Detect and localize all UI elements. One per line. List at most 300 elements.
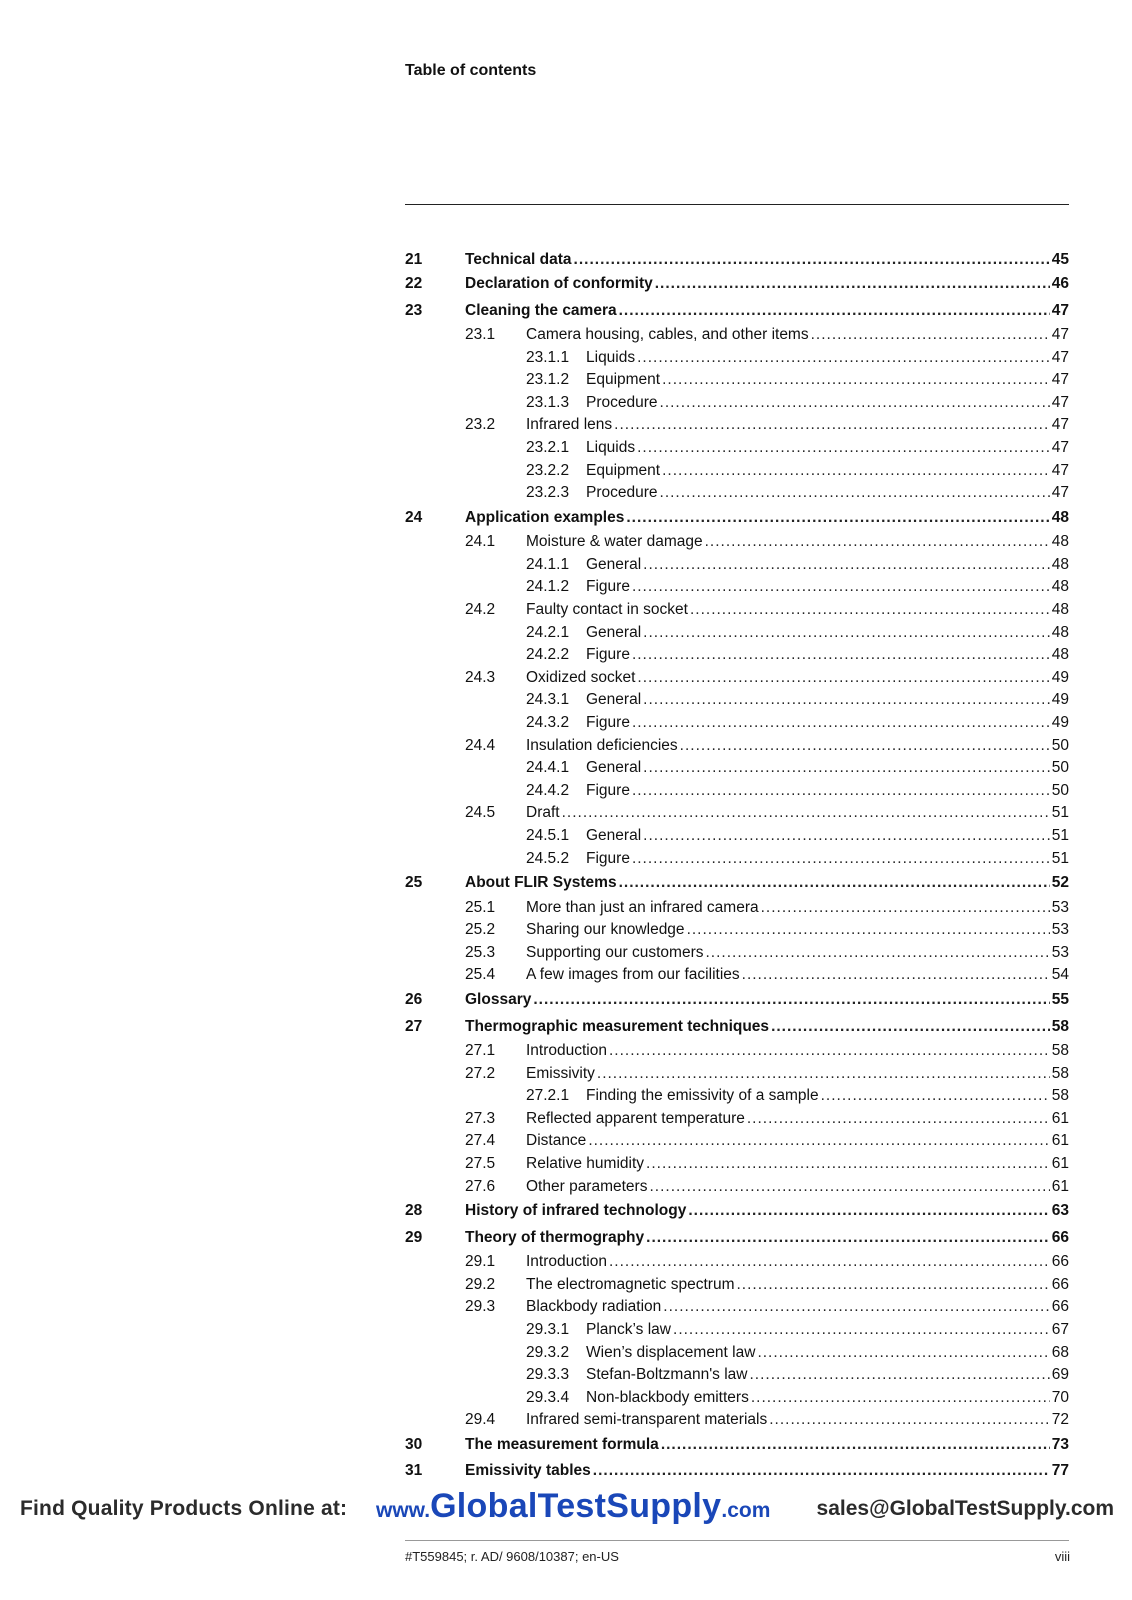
- toc-entry[interactable]: [405, 482, 1069, 505]
- advertising-banner: [0, 1487, 1132, 1533]
- toc-entry-title: Stefan-Boltzmann's law: [586, 1366, 748, 1384]
- toc-entry-page: 51: [1051, 826, 1069, 844]
- toc-entry-line: [526, 1130, 1069, 1153]
- toc-entry[interactable]: [405, 825, 1069, 848]
- footer-divider: [405, 1540, 1069, 1541]
- toc-leader-dots: [632, 576, 1050, 599]
- toc-entry-number: 23.1.2: [526, 371, 570, 389]
- toc-leader-dots: [769, 1409, 1050, 1432]
- toc-leader-dots: [663, 1296, 1049, 1319]
- toc-leader-dots: [632, 780, 1050, 803]
- toc-leader-dots: [660, 392, 1050, 415]
- toc-entry-page: 58: [1051, 1042, 1069, 1060]
- toc-entry-title: Oxidized socket: [526, 668, 636, 686]
- toc-entry-number: 27.2.1: [526, 1087, 570, 1105]
- toc-entry-page: 47: [1051, 416, 1069, 434]
- toc-entry-title: Figure: [586, 849, 630, 867]
- toc-entry-line: [586, 1085, 1069, 1108]
- toc-entry[interactable]: [405, 271, 1069, 298]
- toc-entry-page: 66: [1051, 1298, 1069, 1316]
- toc-entry[interactable]: [405, 414, 1069, 437]
- toc-entry-line: [586, 757, 1069, 780]
- toc-entry-line: [465, 1432, 1069, 1459]
- toc-entry-page: 58: [1051, 1017, 1069, 1035]
- toc-entry-page: 49: [1051, 691, 1069, 709]
- toc-entry-page: 48: [1051, 533, 1069, 551]
- footer-page-number: viii: [1054, 1549, 1070, 1564]
- toc-entry-page: 49: [1051, 714, 1069, 731]
- toc-entry-line: [465, 1225, 1069, 1252]
- toc-entry-line: [526, 802, 1069, 825]
- toc-entry-line: [586, 347, 1069, 370]
- toc-entry-page: 61: [1051, 1177, 1069, 1195]
- toc-entry[interactable]: [405, 964, 1069, 987]
- toc-leader-dots: [761, 897, 1050, 920]
- toc-entry-line: [586, 1342, 1069, 1365]
- toc-leader-dots: [574, 248, 1050, 271]
- toc-entry[interactable]: [405, 942, 1069, 965]
- toc-entry-line: [586, 576, 1069, 599]
- toc-entry-title: Figure: [586, 578, 630, 596]
- toc-entry[interactable]: [405, 1198, 1069, 1225]
- toc-entry[interactable]: [405, 554, 1069, 577]
- toc-entry-number: 24.4.1: [526, 759, 570, 777]
- toc-entry-line: [526, 942, 1069, 965]
- toc-entry[interactable]: [405, 1296, 1069, 1319]
- toc-entry-page: 68: [1051, 1343, 1069, 1361]
- toc-entry[interactable]: [405, 757, 1069, 780]
- toc-entry[interactable]: [405, 780, 1069, 803]
- toc-entry-line: [526, 1296, 1069, 1319]
- toc-entry-page: 48: [1051, 508, 1069, 526]
- toc-entry-line: [526, 1063, 1069, 1086]
- toc-entry-title: Planck’s law: [586, 1320, 672, 1338]
- toc-entry-title: More than just an infrared camera: [526, 898, 759, 916]
- toc-entry-number: 21: [405, 251, 423, 268]
- toc-entry[interactable]: [405, 437, 1069, 460]
- toc-leader-dots: [619, 298, 1050, 325]
- toc-entry[interactable]: [405, 1153, 1069, 1176]
- toc-leader-dots: [747, 1108, 1050, 1131]
- toc-leader-dots: [637, 667, 1049, 690]
- toc-entry-line: [465, 1458, 1069, 1485]
- toc-entry-title: Faulty contact in socket: [526, 601, 688, 619]
- toc-entry-line: [465, 298, 1069, 325]
- toc-entry[interactable]: [405, 460, 1069, 483]
- toc-entry-line: [586, 369, 1069, 392]
- toc-entry-title: Other parameters: [526, 1177, 648, 1195]
- toc-entry-title: Introduction: [526, 1042, 607, 1060]
- toc-entry-number: 24.1: [465, 533, 496, 551]
- toc-leader-dots: [643, 622, 1050, 645]
- toc-entry-number: 23.2: [465, 416, 496, 434]
- toc-entry-number: 23: [405, 301, 423, 319]
- toc-entry-number: 24.4: [465, 736, 496, 754]
- toc-entry-page: 48: [1051, 578, 1069, 596]
- toc-entry-line: [586, 1319, 1069, 1342]
- toc-leader-dots: [749, 1364, 1049, 1387]
- banner-url-prefix: www.: [376, 1499, 431, 1522]
- toc-entry-title: Relative humidity: [526, 1155, 645, 1172]
- toc-entry-title: Theory of thermography: [465, 1228, 645, 1246]
- toc-entry[interactable]: [405, 667, 1069, 690]
- toc-leader-dots: [742, 964, 1050, 987]
- toc-entry-title: Non-blackbody emitters: [586, 1388, 749, 1406]
- footer-document-code: #T559845; r. AD/ 9608/10387; en-US: [405, 1549, 619, 1564]
- toc-entry-title: General: [586, 759, 642, 777]
- toc-entry-number: 27.2: [465, 1064, 496, 1082]
- toc-entry-number: 24.4.2: [526, 781, 570, 799]
- toc-entry-title: Insulation deficiencies: [526, 736, 678, 754]
- toc-entry[interactable]: [405, 735, 1069, 758]
- banner-website-link[interactable]: [376, 1487, 770, 1526]
- toc-entry-line: [586, 1387, 1069, 1410]
- toc-leader-dots: [597, 1063, 1050, 1086]
- toc-leader-dots: [705, 942, 1049, 965]
- banner-url-suffix: .com: [721, 1499, 771, 1522]
- toc-entry-page: 61: [1051, 1132, 1069, 1150]
- toc-entry-number: 27.4: [465, 1132, 496, 1150]
- toc-entry-page: 46: [1051, 275, 1069, 292]
- toc-entry-page: 48: [1051, 555, 1069, 573]
- toc-entry[interactable]: [405, 1432, 1069, 1459]
- toc-entry-line: [586, 460, 1069, 483]
- toc-entry-line: [526, 414, 1069, 437]
- toc-entry-line: [465, 248, 1069, 271]
- toc-entry-number: 29.1: [465, 1253, 496, 1271]
- toc-entry[interactable]: [405, 1085, 1069, 1108]
- toc-entry[interactable]: [405, 248, 1069, 271]
- toc-leader-dots: [687, 919, 1050, 942]
- toc-entry-title: Technical data: [465, 251, 572, 268]
- toc-entry-page: 66: [1051, 1228, 1069, 1246]
- toc-entry-number: 25: [405, 874, 423, 892]
- toc-entry-number: 24.1.2: [526, 578, 570, 596]
- toc-entry-page: 69: [1051, 1366, 1069, 1384]
- toc-entry-title: Thermographic measurement techniques: [465, 1017, 770, 1035]
- toc-entry[interactable]: [405, 848, 1069, 871]
- toc-entry-page: 58: [1051, 1064, 1069, 1082]
- toc-entry-page: 50: [1051, 781, 1069, 799]
- toc-entry-number: 24.2.1: [526, 623, 570, 641]
- toc-leader-dots: [757, 1342, 1049, 1365]
- toc-entry-number: 29.3.4: [526, 1388, 570, 1406]
- toc-entry-line: [465, 1198, 1069, 1225]
- toc-leader-dots: [811, 324, 1050, 347]
- toc-entry-title: Introduction: [526, 1253, 607, 1271]
- toc-entry-title: Camera housing, cables, and other items: [526, 326, 809, 343]
- toc-entry[interactable]: [405, 1387, 1069, 1410]
- toc-entry-page: 53: [1051, 898, 1069, 916]
- toc-entry-number: 23.2.1: [526, 438, 570, 456]
- toc-entry-line: [526, 1176, 1069, 1199]
- toc-entry-title: Declaration of conformity: [465, 275, 653, 292]
- toc-leader-dots: [588, 1130, 1049, 1153]
- toc-entry-title: Supporting our customers: [526, 943, 704, 961]
- toc-entry-line: [586, 482, 1069, 505]
- banner-find-text: Find Quality Products Online at:: [20, 1497, 348, 1520]
- toc-entry-line: [526, 1274, 1069, 1297]
- toc-leader-dots: [609, 1040, 1050, 1063]
- toc-entry-title: Wien’s displacement law: [586, 1343, 756, 1361]
- toc-leader-dots: [643, 554, 1050, 577]
- header-divider: [405, 204, 1069, 205]
- toc-entry[interactable]: [405, 1251, 1069, 1274]
- toc-entry-number: 29.2: [465, 1275, 496, 1293]
- toc-entry-page: 47: [1051, 438, 1069, 456]
- toc-entry[interactable]: [405, 505, 1069, 532]
- toc-entry-number: 22: [405, 275, 423, 292]
- toc-entry-title: Infrared semi-transparent materials: [526, 1411, 768, 1429]
- toc-entry-number: 27.3: [465, 1109, 496, 1127]
- toc-entry-number: 23.1.1: [526, 348, 570, 366]
- toc-entry-title: Figure: [586, 646, 630, 664]
- toc-entry-number: 25.3: [465, 943, 496, 961]
- toc-entry[interactable]: [405, 1319, 1069, 1342]
- toc-entry[interactable]: [405, 1409, 1069, 1432]
- toc-entry-number: 24.1.1: [526, 555, 570, 573]
- toc-entry-title: Glossary: [465, 991, 532, 1009]
- toc-entry-number: 27.5: [465, 1155, 496, 1172]
- toc-entry[interactable]: [405, 689, 1069, 712]
- toc-entry-number: 24: [405, 508, 423, 526]
- toc-entry-number: 29.3.2: [526, 1343, 570, 1361]
- toc-entry-number: 24.2: [465, 601, 496, 619]
- toc-entry[interactable]: [405, 298, 1069, 325]
- toc-entry-title: Draft: [526, 804, 560, 822]
- toc-entry-title: Moisture & water damage: [526, 533, 703, 551]
- toc-entry[interactable]: [405, 870, 1069, 897]
- toc-entry[interactable]: [405, 1176, 1069, 1199]
- toc-leader-dots: [771, 1014, 1050, 1041]
- toc-entry-number: 23.1: [465, 326, 496, 343]
- toc-entry-line: [465, 505, 1069, 532]
- toc-leader-dots: [632, 848, 1050, 871]
- toc-entry-page: 72: [1051, 1411, 1069, 1429]
- toc-entry-number: 24.3.1: [526, 691, 570, 709]
- toc-entry-number: 29.4: [465, 1411, 496, 1429]
- toc-entry-title: Application examples: [465, 508, 625, 526]
- toc-entry-page: 47: [1051, 326, 1069, 343]
- toc-entry-page: 61: [1051, 1109, 1069, 1127]
- toc-entry-number: 23.2.3: [526, 484, 570, 502]
- toc-leader-dots: [533, 987, 1049, 1014]
- toc-entry[interactable]: [405, 1130, 1069, 1153]
- toc-entry-title: Reflected apparent temperature: [526, 1109, 745, 1127]
- toc-entry-number: 24.3.2: [526, 714, 570, 731]
- toc-entry-line: [526, 599, 1069, 622]
- toc-entry[interactable]: [405, 897, 1069, 920]
- toc-entry[interactable]: [405, 369, 1069, 392]
- toc-entry-line: [586, 780, 1069, 803]
- toc-entry-line: [526, 735, 1069, 758]
- toc-entry[interactable]: [405, 1108, 1069, 1131]
- toc-entry-title: General: [586, 826, 642, 844]
- toc-entry-line: [586, 392, 1069, 415]
- toc-entry[interactable]: [405, 1458, 1069, 1485]
- toc-entry[interactable]: [405, 644, 1069, 667]
- toc-entry-line: [465, 870, 1069, 897]
- toc-entry-line: [586, 1364, 1069, 1387]
- toc-leader-dots: [643, 825, 1050, 848]
- toc-entry-line: [526, 919, 1069, 942]
- toc-entry-title: Cleaning the camera: [465, 301, 617, 319]
- toc-leader-dots: [662, 369, 1050, 392]
- toc-entry[interactable]: [405, 599, 1069, 622]
- toc-entry[interactable]: [405, 1040, 1069, 1063]
- toc-leader-dots: [751, 1387, 1050, 1410]
- toc-entry-number: 24.5.1: [526, 826, 570, 844]
- toc-entry-page: 47: [1051, 371, 1069, 389]
- toc-entry-number: 24.5.2: [526, 849, 570, 867]
- toc-entry-number: 24.2.2: [526, 646, 570, 664]
- toc-leader-dots: [661, 1432, 1050, 1459]
- toc-entry-number: 24.3: [465, 668, 496, 686]
- toc-entry[interactable]: [405, 347, 1069, 370]
- toc-leader-dots: [609, 1251, 1050, 1274]
- toc-entry-line: [586, 825, 1069, 848]
- toc-entry[interactable]: [405, 1225, 1069, 1252]
- toc-entry-page: 53: [1051, 943, 1069, 961]
- toc-entry[interactable]: [405, 531, 1069, 554]
- toc-entry-page: 49: [1051, 668, 1069, 686]
- toc-entry-line: [526, 324, 1069, 347]
- toc-entry-page: 48: [1051, 646, 1069, 664]
- toc-entry-page: 51: [1051, 804, 1069, 822]
- toc-entry-line: [586, 712, 1069, 735]
- toc-entry-page: 47: [1051, 348, 1069, 366]
- toc-entry-title: Finding the emissivity of a sample: [586, 1087, 819, 1105]
- toc-entry-number: 23.1.3: [526, 393, 570, 411]
- toc-entry-number: 29.3: [465, 1298, 496, 1316]
- toc-leader-dots: [593, 1458, 1050, 1485]
- toc-entry-page: 67: [1051, 1320, 1069, 1338]
- page-header-title: Table of contents: [405, 62, 537, 79]
- toc-leader-dots: [690, 599, 1050, 622]
- toc-entry-page: 52: [1051, 874, 1069, 892]
- toc-entry-number: 25.2: [465, 921, 496, 939]
- toc-entry[interactable]: [405, 712, 1069, 735]
- toc-entry[interactable]: [405, 987, 1069, 1014]
- toc-entry-title: Procedure: [586, 484, 658, 502]
- toc-entry-title: The electromagnetic spectrum: [526, 1275, 735, 1293]
- toc-entry-page: 55: [1051, 991, 1069, 1009]
- toc-entry[interactable]: [405, 1364, 1069, 1387]
- toc-leader-dots: [660, 482, 1050, 505]
- toc-entry-page: 66: [1051, 1275, 1069, 1293]
- toc-entry-number: 29: [405, 1228, 423, 1246]
- banner-email-link[interactable]: sales@GlobalTestSupply.com: [816, 1497, 1114, 1520]
- toc-leader-dots: [637, 437, 1050, 460]
- toc-entry[interactable]: [405, 324, 1069, 347]
- toc-leader-dots: [736, 1274, 1049, 1297]
- toc-entry-line: [526, 531, 1069, 554]
- toc-entry-number: 29.3.1: [526, 1320, 570, 1338]
- toc-entry-title: Sharing our knowledge: [526, 921, 685, 939]
- toc-entry-title: Distance: [526, 1132, 587, 1150]
- toc-entry-page: 70: [1051, 1388, 1069, 1406]
- toc-leader-dots: [632, 712, 1050, 735]
- toc-entry-title: Equipment: [586, 371, 661, 389]
- toc-entry-line: [586, 437, 1069, 460]
- toc-entry-line: [586, 554, 1069, 577]
- toc-entry-page: 47: [1051, 484, 1069, 502]
- toc-entry-title: Emissivity tables: [465, 1462, 591, 1480]
- toc-entry-line: [526, 964, 1069, 987]
- toc-entry-line: [526, 1251, 1069, 1274]
- toc-leader-dots: [688, 1198, 1049, 1225]
- toc-entry-page: 58: [1051, 1087, 1069, 1105]
- toc-entry-title: A few images from our facilities: [526, 966, 740, 984]
- toc-entry-page: 47: [1051, 461, 1069, 479]
- toc-entry[interactable]: [405, 1342, 1069, 1365]
- toc-entry-line: [526, 1108, 1069, 1131]
- toc-leader-dots: [614, 414, 1050, 437]
- toc-entry-line: [465, 271, 1069, 298]
- toc-entry-number: 29.3.3: [526, 1366, 570, 1384]
- toc-entry[interactable]: [405, 802, 1069, 825]
- toc-entry[interactable]: [405, 919, 1069, 942]
- toc-leader-dots: [637, 347, 1050, 370]
- toc-leader-dots: [646, 1225, 1050, 1252]
- toc-entry-page: 50: [1051, 759, 1069, 777]
- toc-entry-page: 61: [1051, 1155, 1069, 1172]
- toc-entry-number: 31: [405, 1462, 423, 1480]
- toc-entry[interactable]: [405, 392, 1069, 415]
- toc-entry-title: Blackbody radiation: [526, 1298, 662, 1316]
- table-of-contents: [405, 248, 1069, 1485]
- toc-leader-dots: [632, 644, 1050, 667]
- toc-leader-dots: [649, 1176, 1049, 1199]
- toc-entry[interactable]: [405, 1274, 1069, 1297]
- toc-entry-page: 77: [1051, 1462, 1069, 1480]
- toc-leader-dots: [705, 531, 1050, 554]
- toc-entry-page: 63: [1051, 1202, 1069, 1220]
- toc-entry-page: 48: [1051, 623, 1069, 641]
- toc-entry-line: [526, 1040, 1069, 1063]
- toc-entry-title: General: [586, 555, 642, 573]
- toc-entry-page: 47: [1051, 301, 1069, 319]
- toc-leader-dots: [643, 757, 1050, 780]
- toc-entry[interactable]: [405, 622, 1069, 645]
- toc-entry-title: Figure: [586, 714, 630, 731]
- toc-entry-page: 53: [1051, 921, 1069, 939]
- toc-entry-line: [465, 987, 1069, 1014]
- toc-entry[interactable]: [405, 576, 1069, 599]
- toc-entry-number: 23.2.2: [526, 461, 570, 479]
- toc-entry-title: Procedure: [586, 393, 658, 411]
- banner-url-domain: GlobalTestSupply: [430, 1487, 722, 1525]
- toc-entry-number: 24.5: [465, 804, 496, 822]
- toc-entry-title: Figure: [586, 781, 630, 799]
- toc-entry-page: 50: [1051, 736, 1069, 754]
- toc-entry-title: Liquids: [586, 348, 636, 366]
- toc-leader-dots: [662, 460, 1050, 483]
- toc-leader-dots: [619, 870, 1050, 897]
- toc-entry-page: 54: [1051, 966, 1069, 984]
- toc-entry-number: 27: [405, 1017, 423, 1035]
- toc-entry-line: [465, 1014, 1069, 1041]
- toc-entry-number: 30: [405, 1435, 423, 1453]
- toc-entry[interactable]: [405, 1063, 1069, 1086]
- toc-entry-title: About FLIR Systems: [465, 874, 617, 892]
- toc-entry-page: 48: [1051, 601, 1069, 619]
- toc-leader-dots: [643, 689, 1050, 712]
- toc-entry-line: [586, 689, 1069, 712]
- toc-leader-dots: [562, 802, 1050, 825]
- toc-leader-dots: [821, 1085, 1050, 1108]
- toc-entry[interactable]: [405, 1014, 1069, 1041]
